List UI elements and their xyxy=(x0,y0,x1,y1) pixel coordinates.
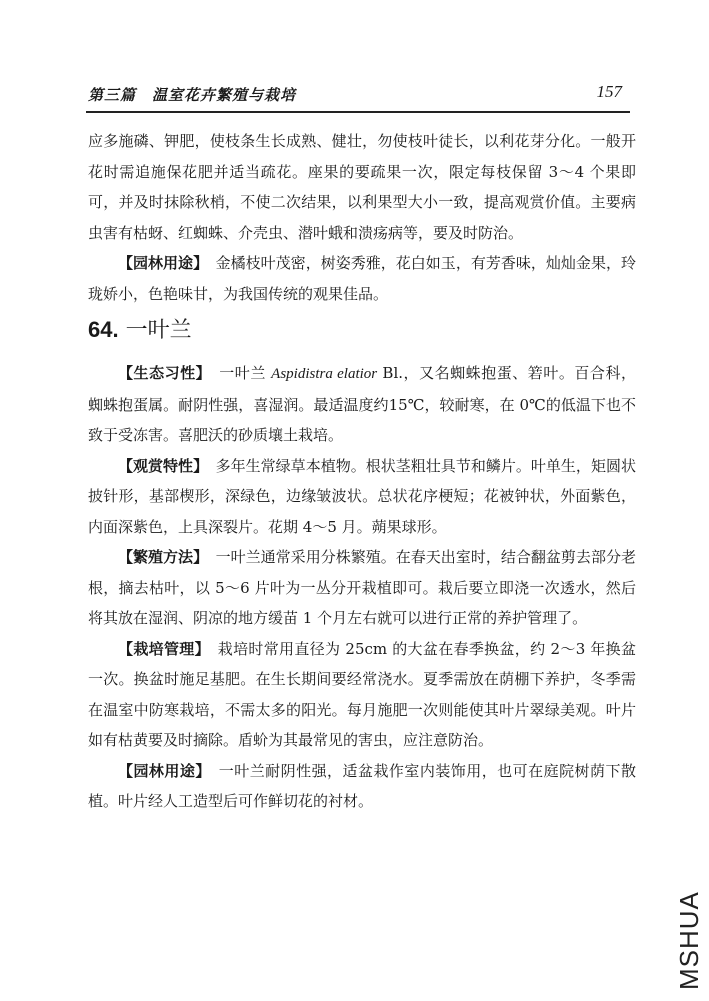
running-header xyxy=(88,84,628,108)
paragraph-ecology xyxy=(88,358,636,451)
paragraph-label: 【栽培管理】 xyxy=(118,639,203,658)
chapter-title: 第三篇 温室花卉繁殖与栽培 xyxy=(88,86,297,104)
section-title: 一叶兰 xyxy=(125,318,192,343)
scientific-name: Aspidistra elatior xyxy=(271,366,378,382)
paragraph-garden-use-previous xyxy=(88,248,636,309)
watermark-text: MSHUA xyxy=(674,891,704,990)
paragraph-label: 【园林用途】 xyxy=(118,254,201,272)
paragraph-text: 一叶兰 xyxy=(219,364,272,382)
paragraph-ornamental xyxy=(88,451,636,543)
continued-paragraph: 应多施磷、钾肥，使枝条生长成熟、健壮，勿使枝叶徒长，以利花芽分化。一般开花时需追施保花肥并适当疏花。座果的要疏果一次，限定每枝保留 3～4 个果即可，并及时抹除秋梢，不使二次结果，以利果型大小一致，提高观赏价值。主要病虫害有枯蚜、红蜘蛛、介壳虫、潜叶蛾和溃疡病等，要及时防治。 xyxy=(88,132,636,242)
paragraph-garden-use xyxy=(88,756,636,817)
paragraph-text: 金橘枝叶茂密，树姿秀雅，花白如玉，有芳香味，灿灿金果，玲珑娇小，色艳味甘，为我国传统的观果佳品。 xyxy=(88,254,636,303)
paragraph-text: 多年生常绿草本植物。根状茎粗壮具节和鳞片。叶单生，矩圆状披针形，基部楔形，深绿色，边缘皱波状。总状花序梗短；花被钟状，外面紫色，内面深紫色，上具深裂片。花期 4～5 月。蒴果球形。 xyxy=(88,456,636,536)
paragraph-label: 【园林用途】 xyxy=(118,761,204,780)
paragraph-text: 一叶兰通常采用分株繁殖。在春天出室时，结合翻盆剪去部分老根，摘去枯叶，以 5～6 片叶为一丛分开栽植即可。栽后要立即浇一次透水，然后将其放在湿润、阴凉的地方缓苗 1 个月左右就可以进行正常的养护管理了。 xyxy=(88,548,636,627)
header-rule xyxy=(86,111,630,113)
page-body xyxy=(88,126,636,817)
paragraph-cultivation xyxy=(88,634,636,756)
watermark xyxy=(666,882,706,992)
paragraph-propagation xyxy=(88,542,636,634)
paragraph-label: 【生态习性】 xyxy=(118,364,204,382)
section-heading xyxy=(88,315,636,346)
paragraph-text: Bl.，又名蜘蛛抱蛋、箬叶。百合科，蜘蛛抱蛋属。耐阴性强，喜湿润。最适温度约15℃，较耐寒，在 0℃的低温下也不致于受冻害。喜肥沃的砂质壤土栽培。 xyxy=(88,364,636,444)
paragraph-text: 栽培时常用直径为 25cm 的大盆在春季换盆，约 2～3 年换盆一次。换盆时施足基肥。在生长期间要经常浇水。夏季需放在荫棚下养护，冬季需在温室中防寒栽培，不需太多的阳光。每月施肥一次则能使其叶片翠绿美观。叶片如有枯黄要及时摘除。盾蚧为其最常见的害虫，应注意防治。 xyxy=(88,639,636,749)
section-number: 64. xyxy=(88,317,119,342)
page-number: 157 xyxy=(596,82,622,101)
paragraph-label: 【观赏特性】 xyxy=(118,456,201,475)
paragraph-label: 【繁殖方法】 xyxy=(118,548,201,566)
paragraph-text: 一叶兰耐阴性强，适盆栽作室内装饰用，也可在庭院树荫下散植。叶片经人工造型后可作鲜切花的衬材。 xyxy=(88,761,636,810)
